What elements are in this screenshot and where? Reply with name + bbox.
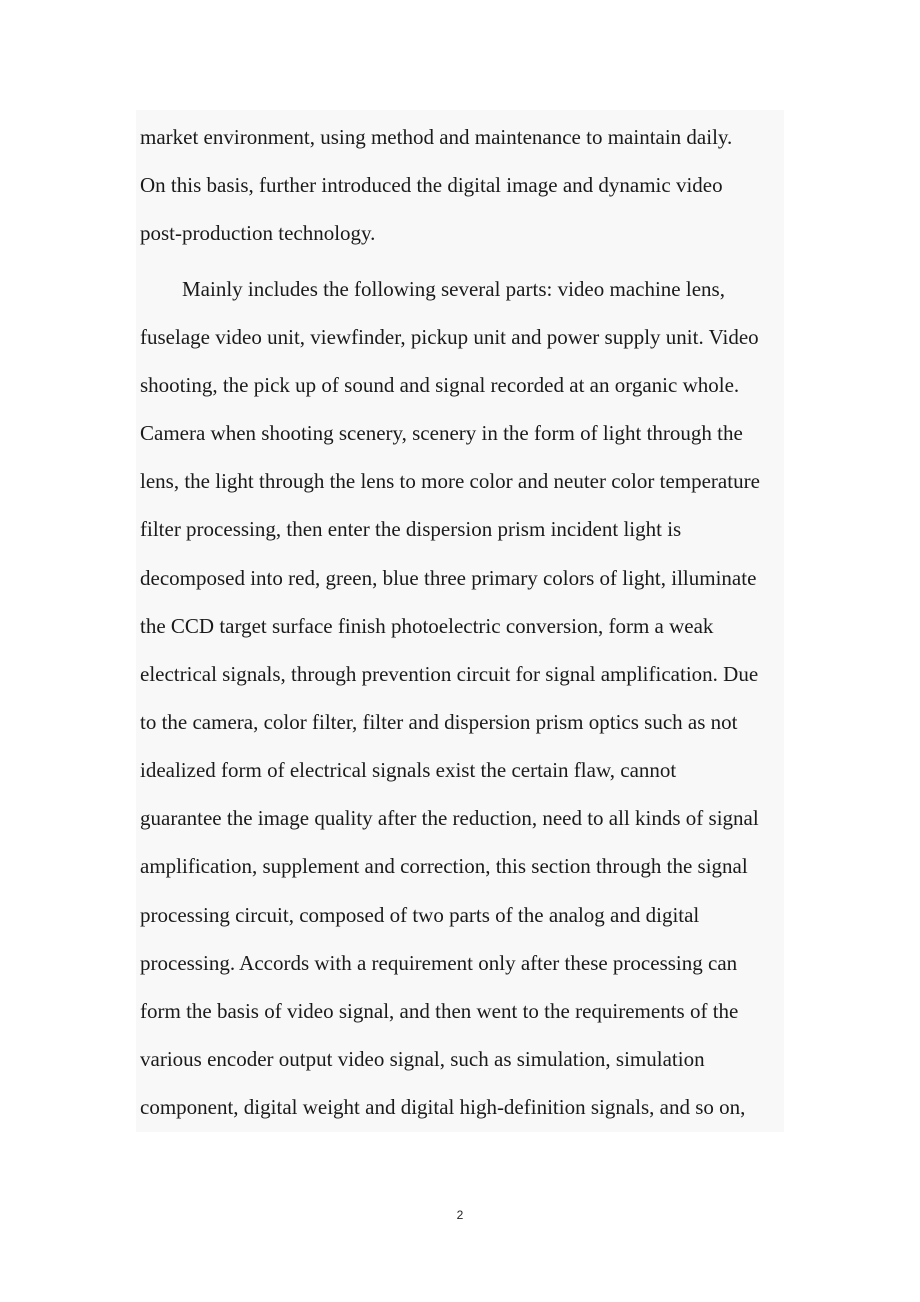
paragraph-line: form the basis of video signal, and then went to the requirements of the	[140, 999, 739, 1023]
paragraph-line: the CCD target surface finish photoelectric conversion, form a weak	[140, 614, 714, 638]
paragraph-line: post-production technology.	[140, 221, 376, 245]
paragraph-line: processing circuit, composed of two parts of the analog and digital	[140, 903, 700, 927]
paragraph-line: Mainly includes the following several parts: video machine lens,	[182, 277, 725, 301]
paragraph-line: Camera when shooting scenery, scenery in the form of light through the	[140, 421, 743, 445]
paragraph-line: amplification, supplement and correction, this section through the signal	[140, 854, 748, 878]
paragraph-line: processing. Accords with a requirement only after these processing can	[140, 951, 738, 975]
body-text-block	[136, 110, 784, 1132]
paragraph-line: fuselage video unit, viewfinder, pickup unit and power supply unit. Video	[140, 325, 759, 349]
paragraph-line: decomposed into red, green, blue three primary colors of light, illuminate	[140, 566, 757, 590]
paragraph-line: shooting, the pick up of sound and signal recorded at an organic whole.	[140, 373, 740, 397]
paragraph-line: market environment, using method and maintenance to maintain daily.	[140, 125, 733, 149]
paragraph-line: component, digital weight and digital high-definition signals, and so on,	[140, 1095, 746, 1119]
paragraph-line: various encoder output video signal, such as simulation, simulation	[140, 1047, 705, 1071]
paragraph-line: filter processing, then enter the dispersion prism incident light is	[140, 517, 682, 541]
paragraph-line: guarantee the image quality after the reduction, need to all kinds of signal	[140, 806, 759, 830]
paragraph-line: to the camera, color filter, filter and dispersion prism optics such as not	[140, 710, 738, 734]
paragraph-line: On this basis, further introduced the digital image and dynamic video	[140, 173, 723, 197]
paragraph-line: electrical signals, through prevention circuit for signal amplification. Due	[140, 662, 759, 686]
paragraph-line: lens, the light through the lens to more color and neuter color temperature	[140, 469, 760, 493]
page-number: 2	[456, 1208, 464, 1222]
paragraph-line: idealized form of electrical signals exist the certain flaw, cannot	[140, 758, 677, 782]
